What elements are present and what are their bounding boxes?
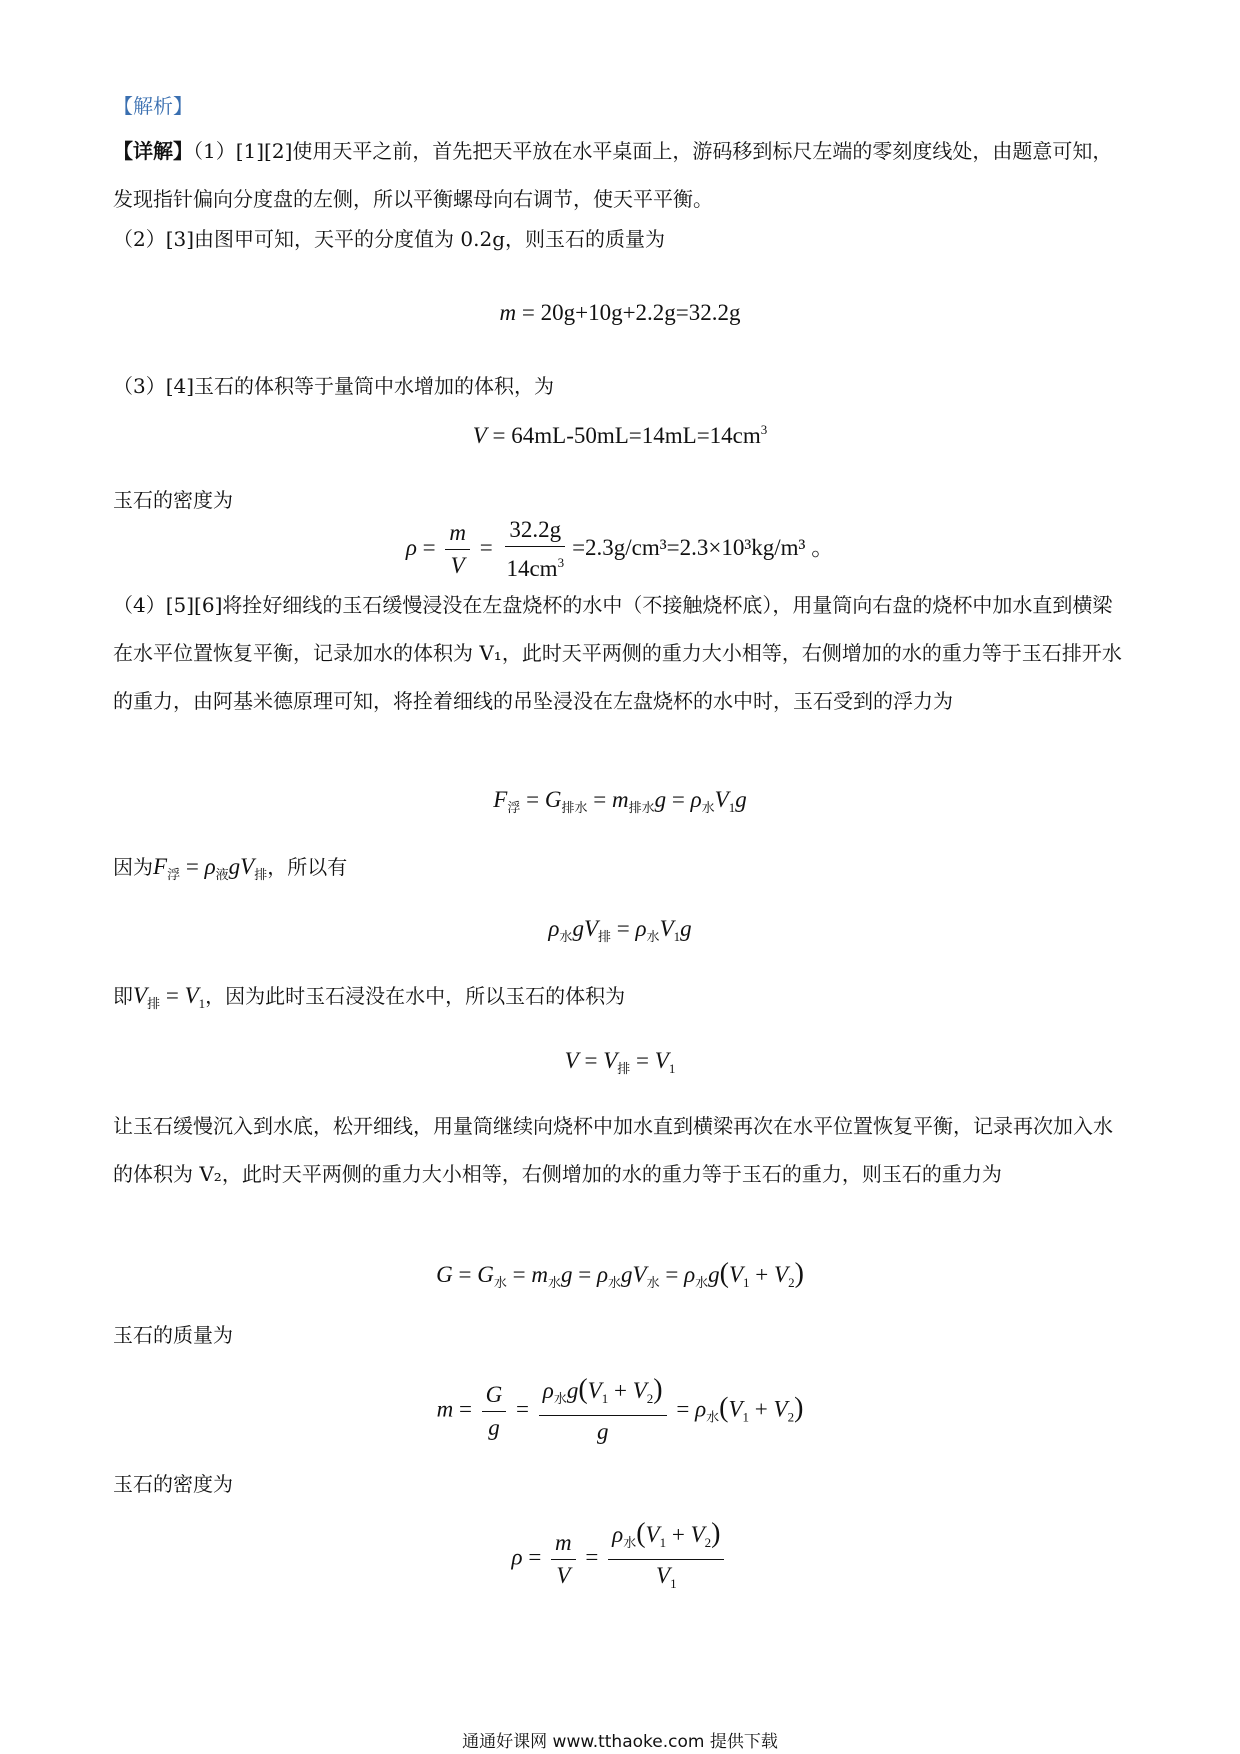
paragraph-4: 玉石的密度为 bbox=[113, 488, 233, 512]
paragraph-7: 即$V_排 = V_1$，因为此时玉石浸没在水中，所以玉石的体积为 bbox=[113, 983, 626, 1011]
footer: 通通好课网 www.tthaoke.com 提供下载 bbox=[462, 1732, 778, 1752]
equation-volume-v1: $V = V_排 = V_1$ bbox=[564, 1048, 676, 1076]
paragraph-10: 玉石的密度为 bbox=[113, 1472, 233, 1496]
equation-weight: $G = G_水 = m_水g = \rho_水gV_水 = \rho_水g(V_1 + V_2)$ bbox=[436, 1258, 804, 1290]
equation-buoyancy: $F_浮 = G_{排水} = m_{排水}g = \rho_水V_1g$ bbox=[493, 787, 747, 815]
paragraph-1: 【详解】（1）[1][2]使用天平之前，首先把天平放在水平桌面上，游码移到标尺左端的零刻度线处，由题意可知，发现指针偏向分度盘的左侧，所以平衡螺母向右调节，使天平平衡。 bbox=[113, 139, 1113, 211]
paragraph-3: （3）[4]玉石的体积等于量筒中水增加的体积，为 bbox=[113, 374, 555, 398]
section-header: 【解析】 bbox=[113, 94, 193, 118]
paragraph-6: 因为$F_浮 = \rho_液gV_排$，所以有 bbox=[113, 854, 348, 882]
equation-mass-final: m = $\frac{G}{g}$ = $\frac{\rho_水g(V_1 + V_2)}{g}$ = $\rho_水(V_1 + V_2)$ bbox=[436, 1374, 804, 1444]
paragraph-2: （2）[3]由图甲可知，天平的分度值为 0.2g，则玉石的质量为 bbox=[113, 227, 666, 251]
paragraph-9: 玉石的质量为 bbox=[113, 1323, 233, 1347]
paragraph-5: （4）[5][6]将拴好细线的玉石缓慢浸没在左盘烧杯的水中（不接触烧杯底），用量筒向右盘的烧杯中加水直到横梁在水平位置恢复平衡，记录加水的体积为 V₁，此时天平两侧的重力大小相等，右侧增加的水的重力等于玉石排开水的重力，由阿基米德原理可知，将拴着细线的吊坠浸没在左盘烧杯的水中时，玉石受到的浮力为 bbox=[113, 593, 1122, 713]
equation-density-value: ρ = $\frac{m}{V}$ = $\frac{32.2g}{14cm^3}$ =2.3g/cm³=2.3×10³kg/m³ 。 bbox=[405, 517, 835, 581]
detail-tag: 【详解】 bbox=[113, 139, 193, 163]
paragraph-8: 让玉石缓慢沉入到水底，松开细线，用量筒继续向烧杯中加水直到横梁再次在水平位置恢复平衡，记录再次加入水的体积为 V₂，此时天平两侧的重力大小相等，右侧增加的水的重力等于玉石的重力，则玉石的重力为 bbox=[113, 1114, 1113, 1186]
equation-mass-sum: m = 20g+10g+2.2g=32.2g bbox=[499, 300, 741, 325]
equation-density-final: ρ = $\frac{m}{V}$ = $\frac{\rho_水(V_1 + V_2)}{V_1}$ bbox=[0, 1520, 1240, 1598]
equation-equal-weight: $\rho_水gV_排 = \rho_水V_1g$ bbox=[548, 916, 692, 944]
equation-volume: $V = 64mL-50mL=14mL=14cm^3$ bbox=[472, 422, 768, 448]
